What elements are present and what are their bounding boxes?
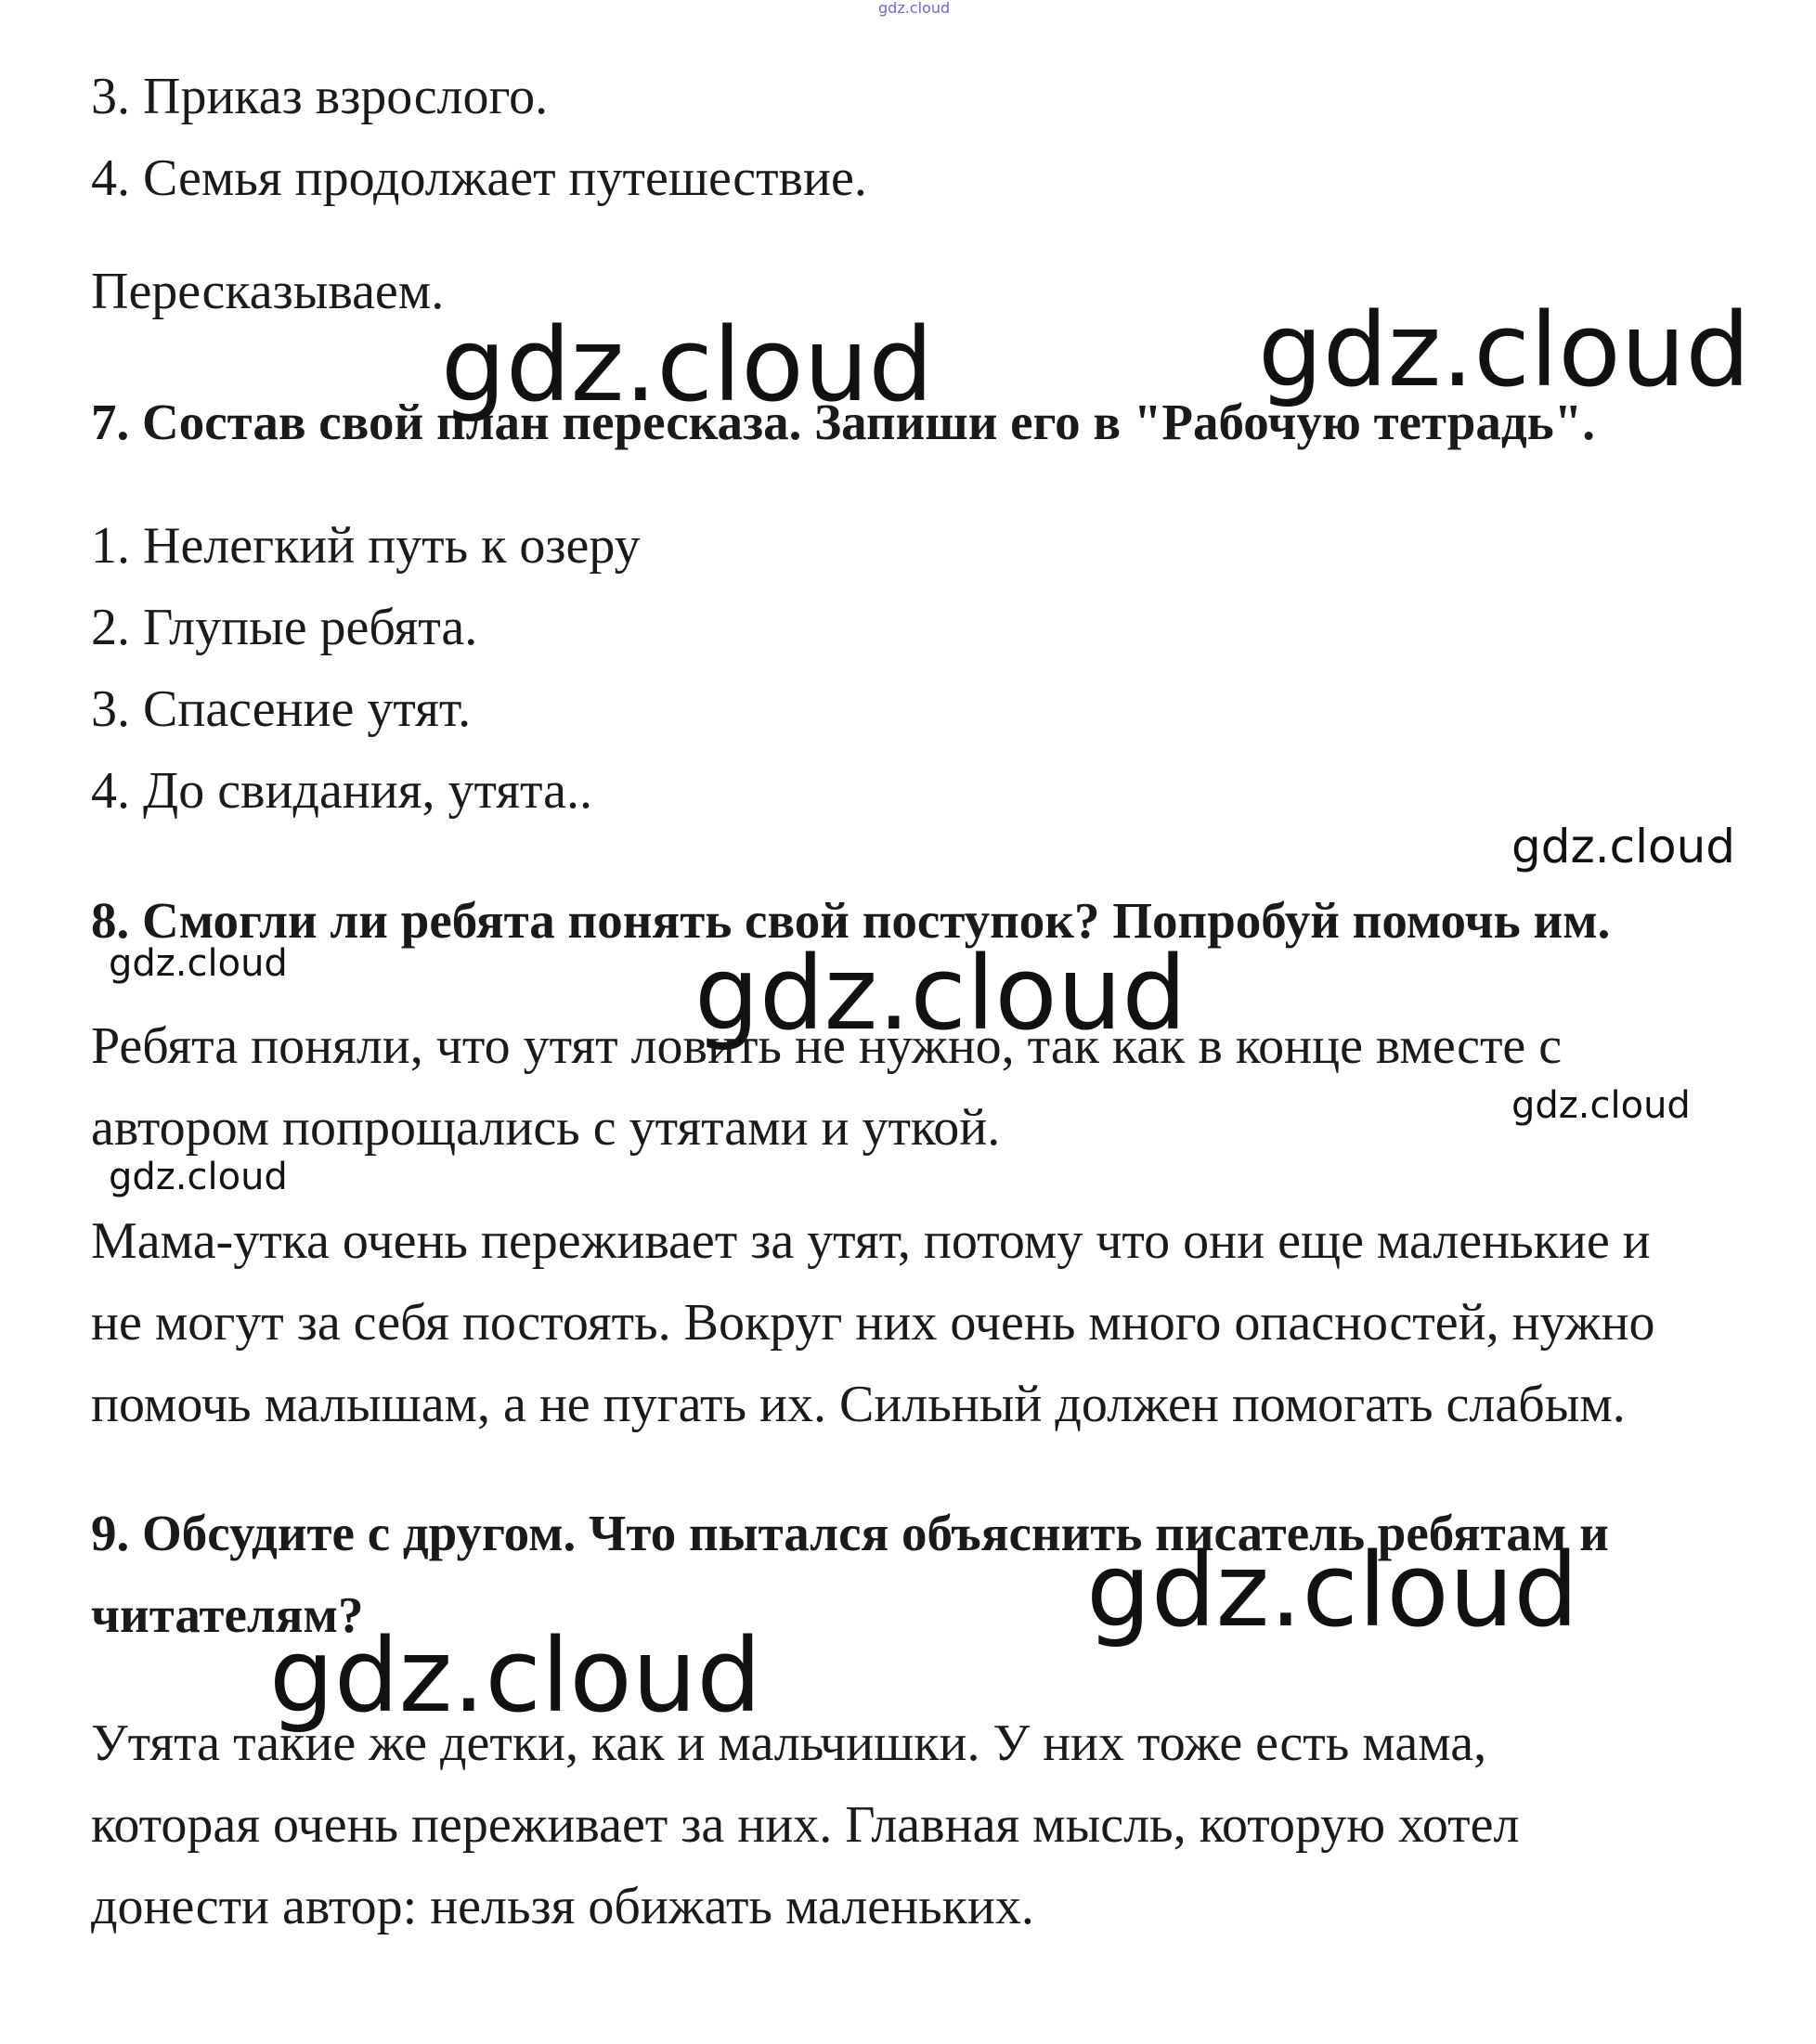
watermark: gdz.cloud: [109, 942, 288, 985]
watermark: gdz.cloud: [1511, 1084, 1691, 1127]
watermark: gdz.cloud: [109, 1156, 288, 1198]
q9-answer-3: донести автор: нельзя обижать маленьких.: [91, 1878, 1034, 1935]
plan-item-3: 3. Приказ взрослого.: [91, 68, 549, 125]
q9-answer-2: которая очень переживает за них. Главная мысль, которую хотел: [91, 1796, 1520, 1854]
q7-answer-4: 4. До свидания, утята..: [91, 762, 593, 820]
watermark: gdz.cloud: [694, 934, 1187, 1053]
question-8: 8. Смогли ли ребята понять свой поступок? Попробуй помочь им.: [91, 892, 1611, 949]
q7-answer-2: 2. Глупые ребята.: [91, 599, 478, 656]
watermark: gdz.cloud: [269, 1616, 762, 1735]
plan-item-4: 4. Семья продолжает путешествие.: [91, 149, 867, 207]
q8-answer-2c: помочь малышам, а не пугать их. Сильный должен помогать слабым.: [91, 1376, 1626, 1433]
watermark: gdz.cloud: [441, 305, 934, 424]
q7-answer-3: 3. Спасение утят.: [91, 680, 472, 738]
watermark: gdz.cloud: [1086, 1531, 1579, 1649]
question-9-line-1: 9. Обсудите с другом. Что пытался объяснить писатель ребятам и: [91, 1505, 1609, 1561]
watermark: gdz.cloud: [1258, 291, 1751, 409]
q9-answer-1: Утята такие же детки, как и мальчишки. У них тоже есть мама,: [91, 1714, 1487, 1772]
q8-answer-1b: автором попрощались с утятами и уткой.: [91, 1099, 1001, 1157]
question-9-line-2: читателям?: [91, 1586, 364, 1643]
q8-answer-2a: Мама-утка очень переживает за утят, потому что они еще маленькие и: [91, 1212, 1651, 1270]
question-7: 7. Состав свой план пересказа. Запиши его в "Рабочую тетрадь".: [91, 394, 1596, 450]
retell-label: Пересказываем.: [91, 263, 445, 320]
q8-answer-2b: не могут за себя постоять. Вокруг них очень много опасностей, нужно: [91, 1294, 1655, 1352]
watermark-top: gdz.cloud: [878, 0, 951, 17]
q8-answer-1a: Ребята поняли, что утят ловить не нужно, так как в конце вместе с: [91, 1017, 1563, 1075]
watermark: gdz.cloud: [1511, 820, 1736, 873]
q7-answer-1: 1. Нелегкий путь к озеру: [91, 517, 641, 575]
